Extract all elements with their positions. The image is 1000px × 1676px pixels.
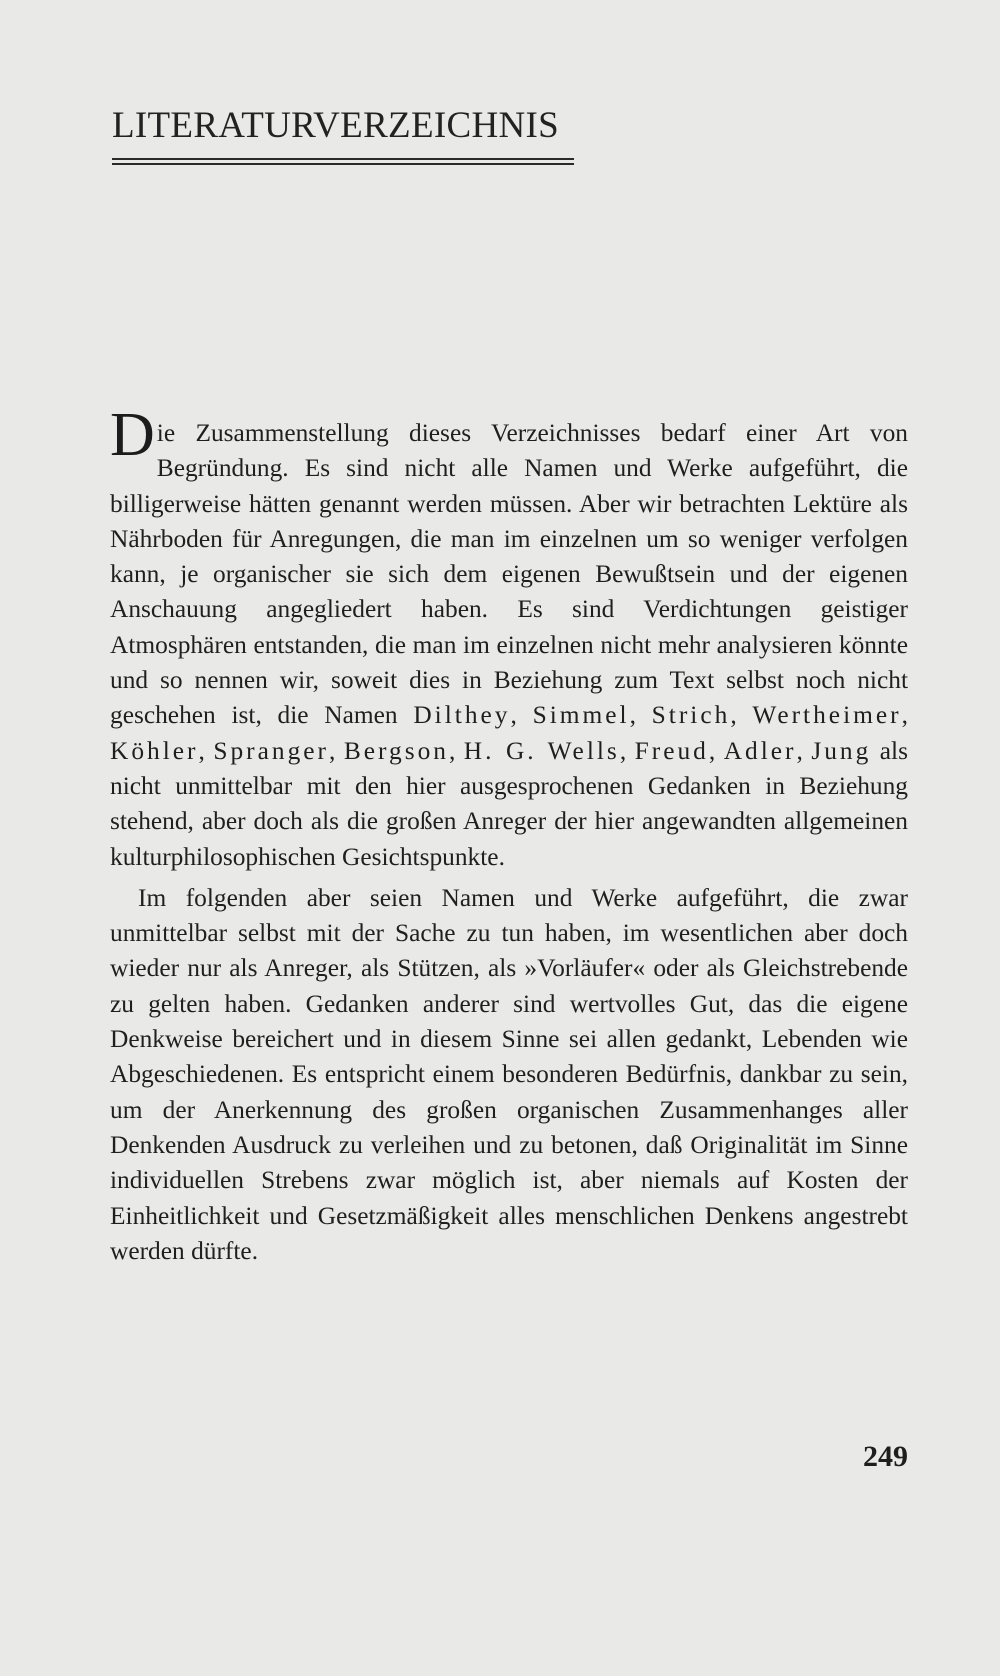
body-text <box>110 401 908 1269</box>
name-wertheimer: Wertheimer <box>752 701 902 730</box>
paragraph-1-part-2: als nicht unmittelbar mit den hier ausgesprochenen Gedanken in Beziehung stehend, aber doch als die großen Anreger der hier angewandten allgemeinen kulturphilosophischen Gesichtspunkte. <box>110 736 908 871</box>
name-strich: Strich <box>651 701 731 730</box>
heading-rule-top <box>112 158 574 160</box>
paragraph-1: Die Zusammenstellung dieses Verzeichnisses bedarf einer Art von Begründung. Es sind nicht alle Namen und Werke aufgeführt, die billigerweise hätten genannt werden müssen. Aber wir betrachten Lektüre als Nährboden für Anregungen, die man im einzelnen um so weniger verfolgen kann, je organischer sie sich dem eigenen Bewußtsein und der eigenen Anschauung angegliedert haben. Es sind Verdichtungen geistiger Atmosphären entstanden, die man im einzelnen nicht mehr analysieren könnte und so nennen wir, soweit dies in Beziehung zum Text selbst noch nicht geschehen ist, die Namen Dilthey, Simmel, Strich, Wertheimer, Köhler, Spranger, Bergson, H. G. Wells, Freud, Adler, Jung als nicht unmittelbar mit den hier ausgesprochenen Gedanken in Beziehung stehend, aber doch als die großen Anreger der hier angewandten allgemeinen kulturphilosophischen Gesichtspunkte. <box>110 401 908 871</box>
name-simmel: Simmel <box>532 701 630 730</box>
name-freud: Freud <box>634 736 709 765</box>
name-spranger: Spranger <box>213 736 329 765</box>
name-adler: Adler <box>723 736 797 765</box>
name-bergson: Bergson <box>343 736 449 765</box>
page-title: LITERATURVERZEICHNIS <box>112 105 560 146</box>
drop-cap: D <box>110 401 155 469</box>
name-koehler: Köhler <box>110 736 199 765</box>
paragraph-1-part-1: ie Zusammenstellung dieses Verzeichnisses bedarf einer Art von Begründung. Es sind nicht alle Namen und Werke aufgeführt, die billigerweise hätten genannt werden müssen. Aber wir betrachten Lektüre als Nährboden für Anregungen, die man im einzelnen um so weniger verfolgen kann, je organischer sie sich dem eigenen Bewußtsein und der eigenen Anschauung angegliedert haben. Es sind Verdichtungen geistiger Atmosphären entstanden, die man im einzelnen nicht mehr analysieren könnte und so nennen wir, soweit dies in Beziehung zum Text selbst noch nicht geschehen ist, die Namen <box>110 419 908 730</box>
heading-block <box>112 104 574 165</box>
page-number: 249 <box>863 1440 908 1473</box>
paragraph-2: Im folgenden aber seien Namen und Werke aufgeführt, die zwar unmittelbar selbst mit der Sache zu tun haben, im wesentlichen aber doch wieder nur als Anreger, als Stützen, als »Vorläufer« oder als Gleichstrebende zu gelten haben. Gedanken anderer sind wertvolles Gut, das die eigene Denkweise bereichert und in diesem Sinne sei allen gedankt, Lebenden wie Abgeschiedenen. Es entspricht einem besonderen Bedürfnis, dankbar zu sein, um der Anerkennung des großen organischen Zusammenhanges aller Denkenden Ausdruck zu verleihen und zu betonen, daß Originalität im Sinne individuellen Strebens zwar möglich ist, aber niemals auf Kosten der Einheitlichkeit und Gesetzmäßigkeit alles menschlichen Denkens angestrebt werden dürfte. <box>110 883 908 1265</box>
heading-rule-bottom <box>112 163 574 165</box>
name-dilthey: Dilthey <box>413 701 511 730</box>
name-jung: Jung <box>811 736 872 765</box>
name-wells: H. G. Wells <box>463 736 620 765</box>
